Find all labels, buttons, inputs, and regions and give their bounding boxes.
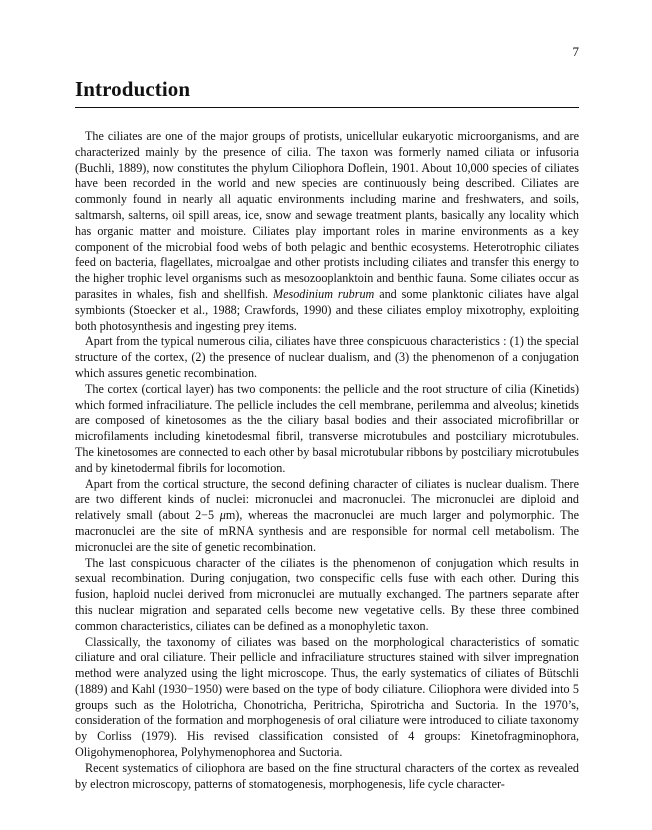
paragraph-text: Apart from the cortical structure, the second defining character of ciliates is nuclear dualism. There are two different kinds of nuclei: micronuclei and macronuclei. The micronuclei are diploid and relatively small (about 2−5: [75, 476, 579, 523]
paragraph-text: Classically, the taxonomy of ciliates was based on the morphological characteristics of somatic ciliature and oral ciliature. Their pellicle and infraciliature structures stained with silver impregnation method were analyzed using the light microscope. Thus, the early systematics of ciliates of Bütschli (1889) and Kahl (1930−1950) were based on the type of body ciliature. Ciliophora were divided into 5 groups such as the Holotricha, Chonotricha, Peritricha, Spirotricha and Suctoria. In the 1970’s, consideration of the formation and morphogenesis of oral ciliature were introduced to ciliate taxonomy by Corliss (1979). His revised classification consisted of 4 groups: Kinetofragminophora, Oligohymenophorea, Polyhymenophorea and Suctoria.: [75, 634, 579, 760]
paragraph-text: The cortex (cortical layer) has two components: the pellicle and the root structure of cilia (Kinetids) which formed infraciliature. The pellicle includes the cell membrane, perilemma and alveolus; kinetids are composed of kinetosomes as the the ciliary basal bodies and their associated microfibrillar or microfilaments including kinetodesmal fibril, transverse microtubules and postciliary microtubules. The kinetosomes are connected to each other by basal microtubular ribbons by postciliary microtubules and by kinetodermal fibrils for locomotion.: [75, 381, 579, 475]
paragraph-text: The last conspicuous character of the ciliates is the phenomenon of conjugation which results in sexual recombination. During conjugation, two conspecific cells fuse with each other. During this fusion, haploid nuclei derived from micronuclei are mutually exchanged. The partners separate after this nuclear migration and separated cells become new vegetative cells. By these three combined common characteristics, ciliates can be defined as a monophyletic taxon.: [75, 555, 579, 633]
paragraph-text: The ciliates are one of the major groups of protists, unicellular eukaryotic microorganisms, and are characterized mainly by the presence of cilia. The taxon was formerly named ciliata or infusoria (Buchli, 1889), now constitutes the phylum Ciliophora Doflein, 1901. About 10,000 species of ciliates have been recorded in the world and new species are continuously being described. Ciliates are commonly found in nearly all aquatic environments including marine and freshwaters, and soils, saltmarsh, salterns, oil spill areas, ice, snow and sewage treatment plants, basically any locality which has organic matter and moisture. Ciliates play important roles in marine environments as a key component of the microbial food webs of both pelagic and benthic ecosystems. Heterotrophic ciliates feed on bacteria, flagellates, microalgae and other protists including ciliates and transfer this energy to the higher trophic level organisms such as mesozooplanktoin and benthic fauna. Some ciliates occur as parasites in whales, fish and shellfish.: [75, 129, 579, 301]
paragraph: [75, 382, 579, 477]
paragraph-text: Recent systematics of ciliophora are based on the fine structural characters of the cortex as revealed by electron microscopy, patterns of stomatogenesis, morphogenesis, life cycle character-: [75, 760, 579, 791]
paragraph-text: m), whereas the macronuclei are much larger and polymorphic. The macronuclei are the site of mRNA synthesis and are responsible for normal cell metabolism. The micronuclei are the site of genetic recombination.: [75, 508, 579, 554]
paragraph: [75, 556, 579, 635]
paragraph: [75, 129, 579, 334]
italic-text: Mesodinium rubrum: [272, 286, 375, 301]
body-text: [75, 129, 579, 792]
section-heading: Introduction: [75, 76, 579, 108]
page-number: 7: [572, 44, 579, 59]
paragraph-text: Apart from the typical numerous cilia, ciliates have three conspicuous characteristics : (1) the special structure of the cortex, (2) the presence of nuclear dualism, and (3) the phenomenon of a conjugation which assures genetic recombination.: [75, 334, 579, 380]
paragraph: [75, 477, 579, 556]
paragraph: [75, 761, 579, 793]
paragraph: [75, 334, 579, 381]
paragraph: [75, 635, 579, 761]
italic-text: μ: [219, 508, 226, 523]
paragraph-text: and some planktonic ciliates have algal symbionts (Stoecker et al., 1988; Crawfords, 1990) and these ciliates employ mixotrophy, exploiting both photosynthesis and ingesting prey items.: [75, 286, 580, 333]
